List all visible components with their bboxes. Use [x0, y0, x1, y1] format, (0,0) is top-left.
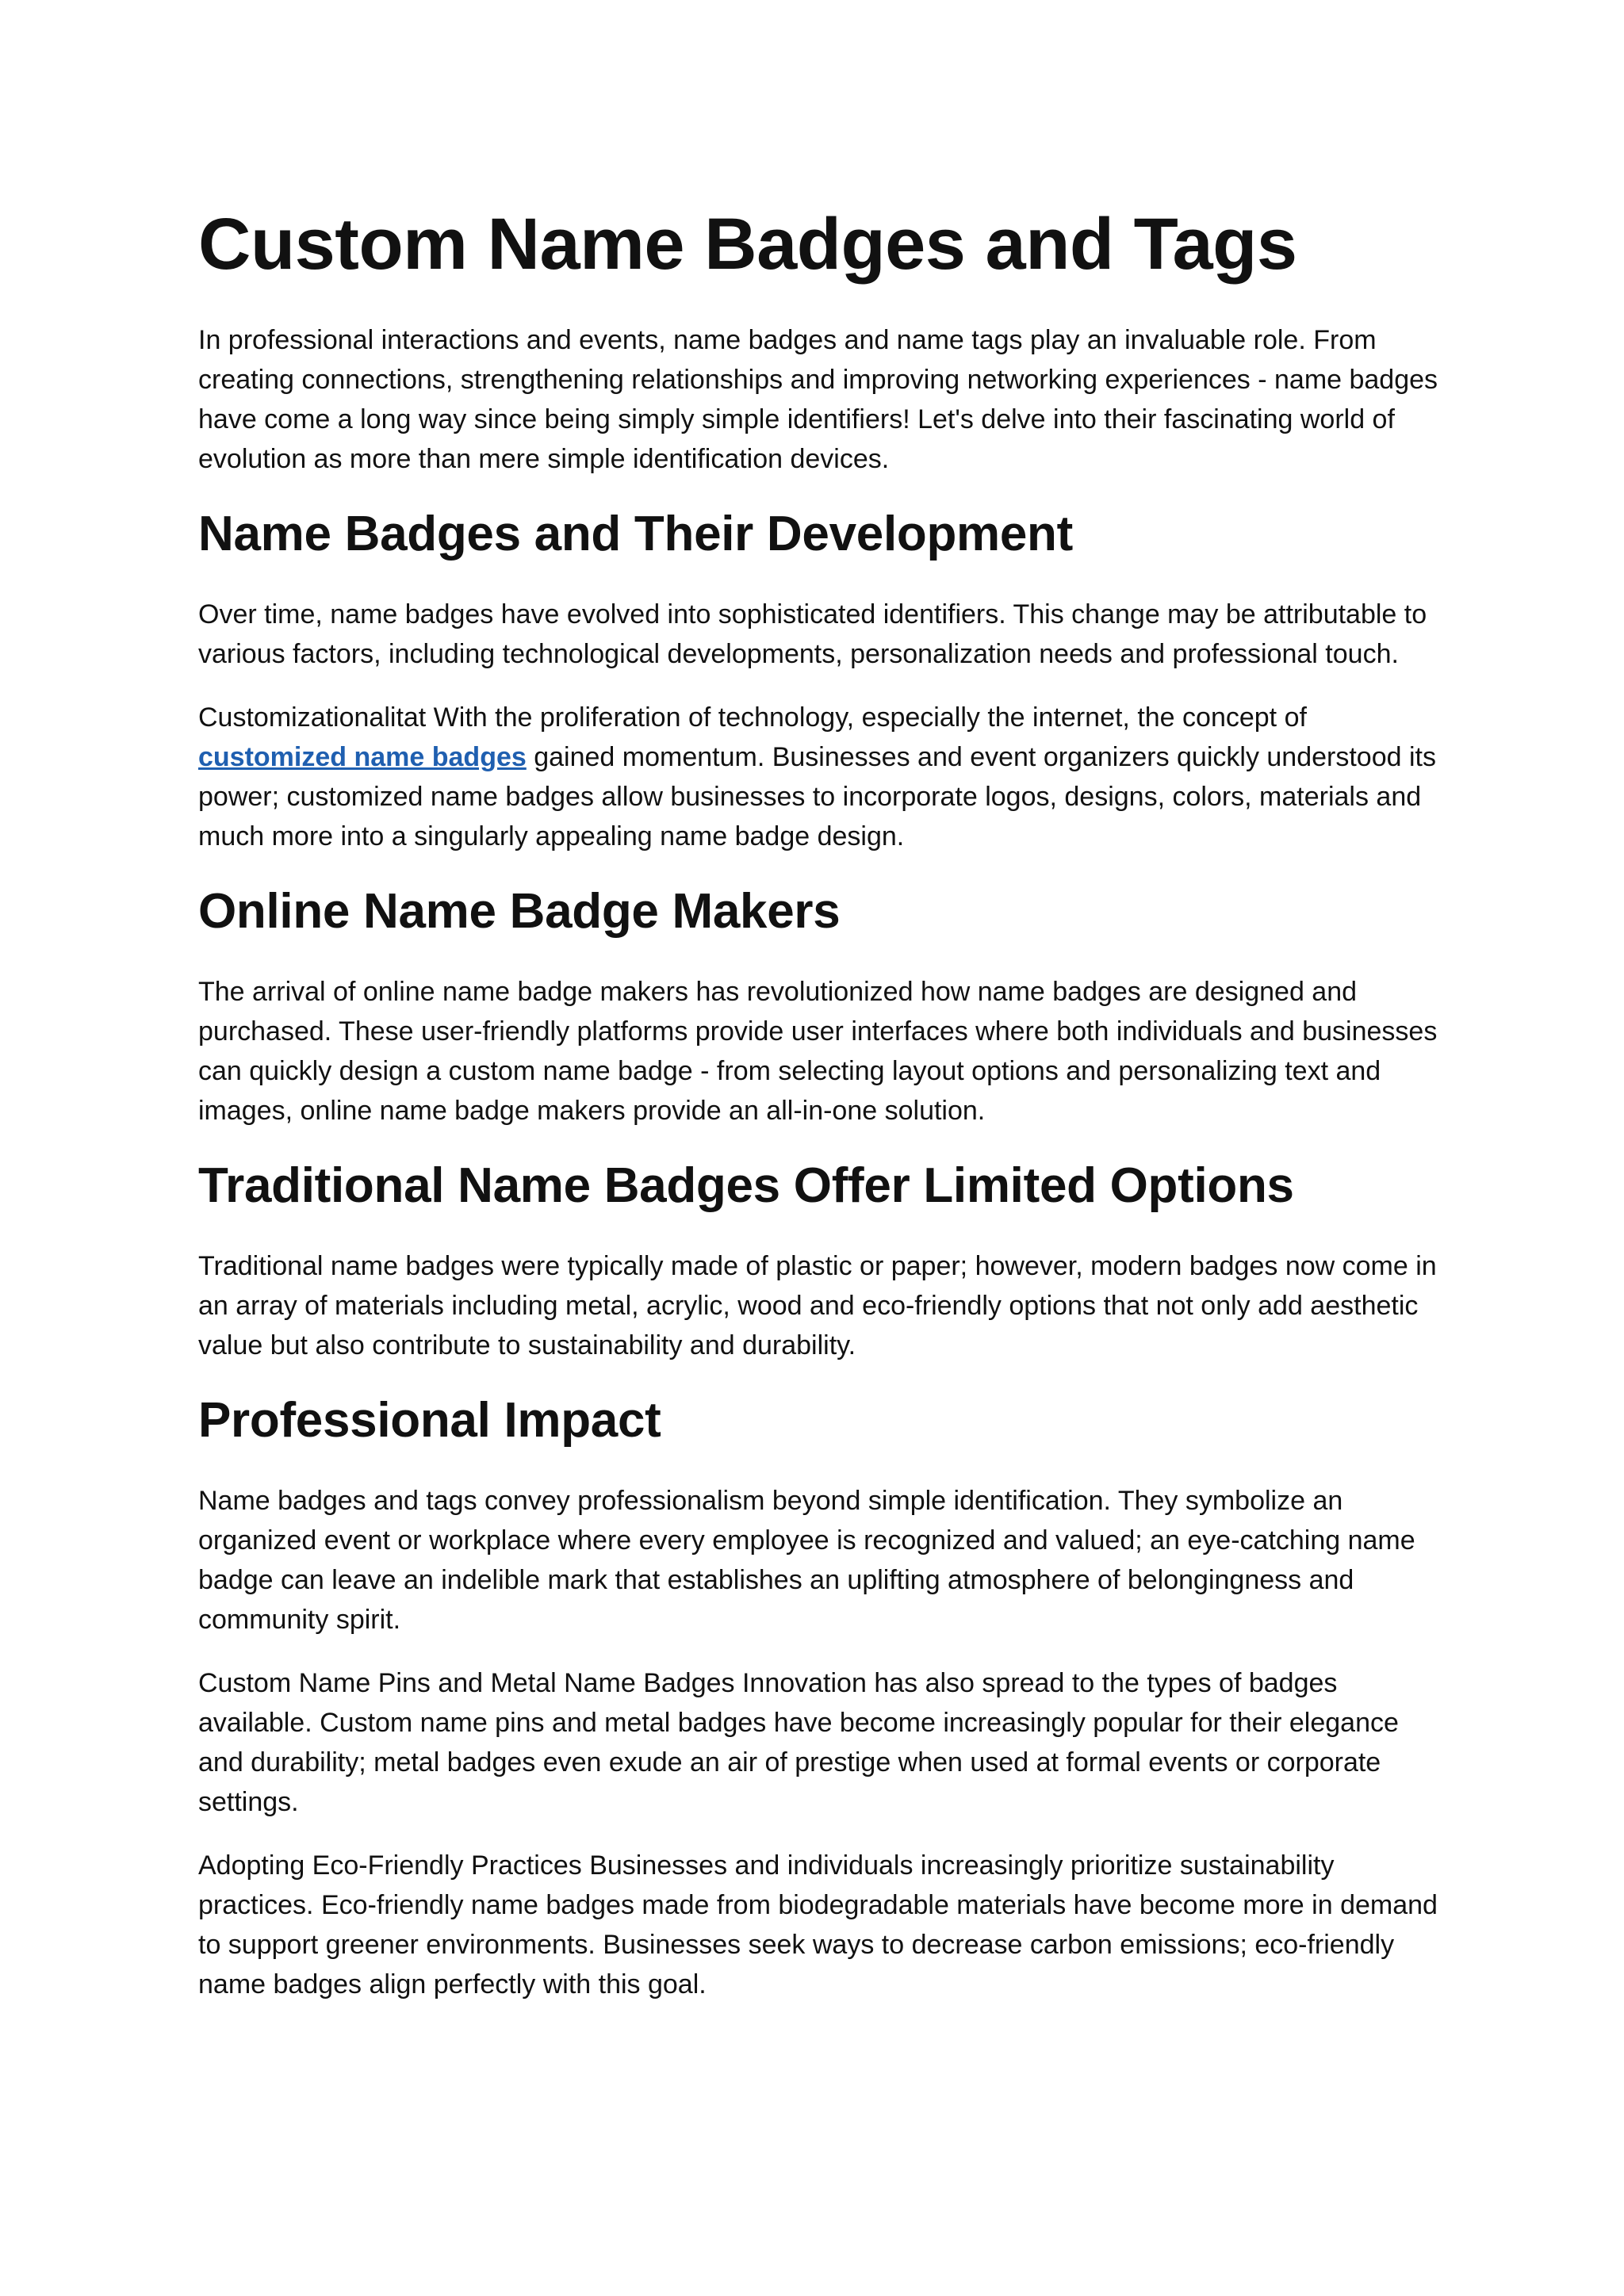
document-page: [198, 200, 1443, 2028]
page-title: Custom Name Badges and Tags: [198, 204, 1297, 285]
development-paragraph-2: [198, 698, 1443, 856]
intro-paragraph: In professional interactions and events, name badges and name tags play an invaluable role. From creating connections, strengthening relationships and improving networking experiences - name badges have come a long way since being simply simple identifiers! Let's delve into their fascinating world of evolution as more than mere simple identification devices.: [198, 325, 1438, 474]
development-paragraph-1: Over time, name badges have evolved into sophisticated identifiers. This change may be attributable to various factors, including technological developments, personalization needs and professional touch.: [198, 599, 1427, 669]
professional-impact-paragraph-1: Name badges and tags convey professionalism beyond simple identification. They symbolize an organized event or workplace where every employee is recognized and valued; an eye-catching name badge can leave an indelible mark that establishes an uplifting atmosphere of belongingness and community spirit.: [198, 1486, 1415, 1635]
development-paragraph-2-before: Customizationalitat With the proliferation of technology, especially the internet, the concept of: [198, 702, 1307, 733]
section-heading-professional-impact: Professional Impact: [198, 1393, 661, 1448]
online-makers-paragraph: The arrival of online name badge makers has revolutionized how name badges are designed and purchased. These user-friendly platforms provide user interfaces where both individuals and businesses can quickly design a custom name badge - from selecting layout options and personalizing text and images, online name badge makers provide an all-in-one solution.: [198, 977, 1438, 1126]
section-heading-development: Name Badges and Their Development: [198, 507, 1073, 561]
section-development: [198, 503, 1443, 856]
development-paragraph-2-after: gained momentum. Businesses and event organizers quickly understood its power; customized name badges allow businesses to incorporate logos, designs, colors, materials and much more into a singularly appealing name badge design.: [198, 742, 1436, 851]
professional-impact-paragraph-2: Custom Name Pins and Metal Name Badges Innovation has also spread to the types of badges available. Custom name pins and metal badges have become increasingly popular for their elegance and durability; metal badges even exude an air of prestige when used at formal events or corporate settings.: [198, 1668, 1399, 1817]
section-online-makers: [198, 880, 1443, 1131]
professional-impact-paragraph-3: Adopting Eco-Friendly Practices Businesses and individuals increasingly prioritize sustainability practices. Eco-friendly name badges made from biodegradable materials have become more in demand to support greener environments. Businesses seek ways to decrease carbon emissions; eco-friendly name badges align perfectly with this goal.: [198, 1850, 1438, 1999]
section-traditional: [198, 1154, 1443, 1365]
section-heading-traditional: Traditional Name Badges Offer Limited Options: [198, 1158, 1294, 1213]
customized-name-badges-link[interactable]: customized name badges: [198, 742, 527, 772]
traditional-paragraph: Traditional name badges were typically made of plastic or paper; however, modern badges now come in an array of materials including metal, acrylic, wood and eco-friendly options that not only add aesthetic value but also contribute to sustainability and durability.: [198, 1251, 1437, 1360]
section-professional-impact: [198, 1389, 1443, 2004]
section-heading-online-makers: Online Name Badge Makers: [198, 884, 841, 939]
